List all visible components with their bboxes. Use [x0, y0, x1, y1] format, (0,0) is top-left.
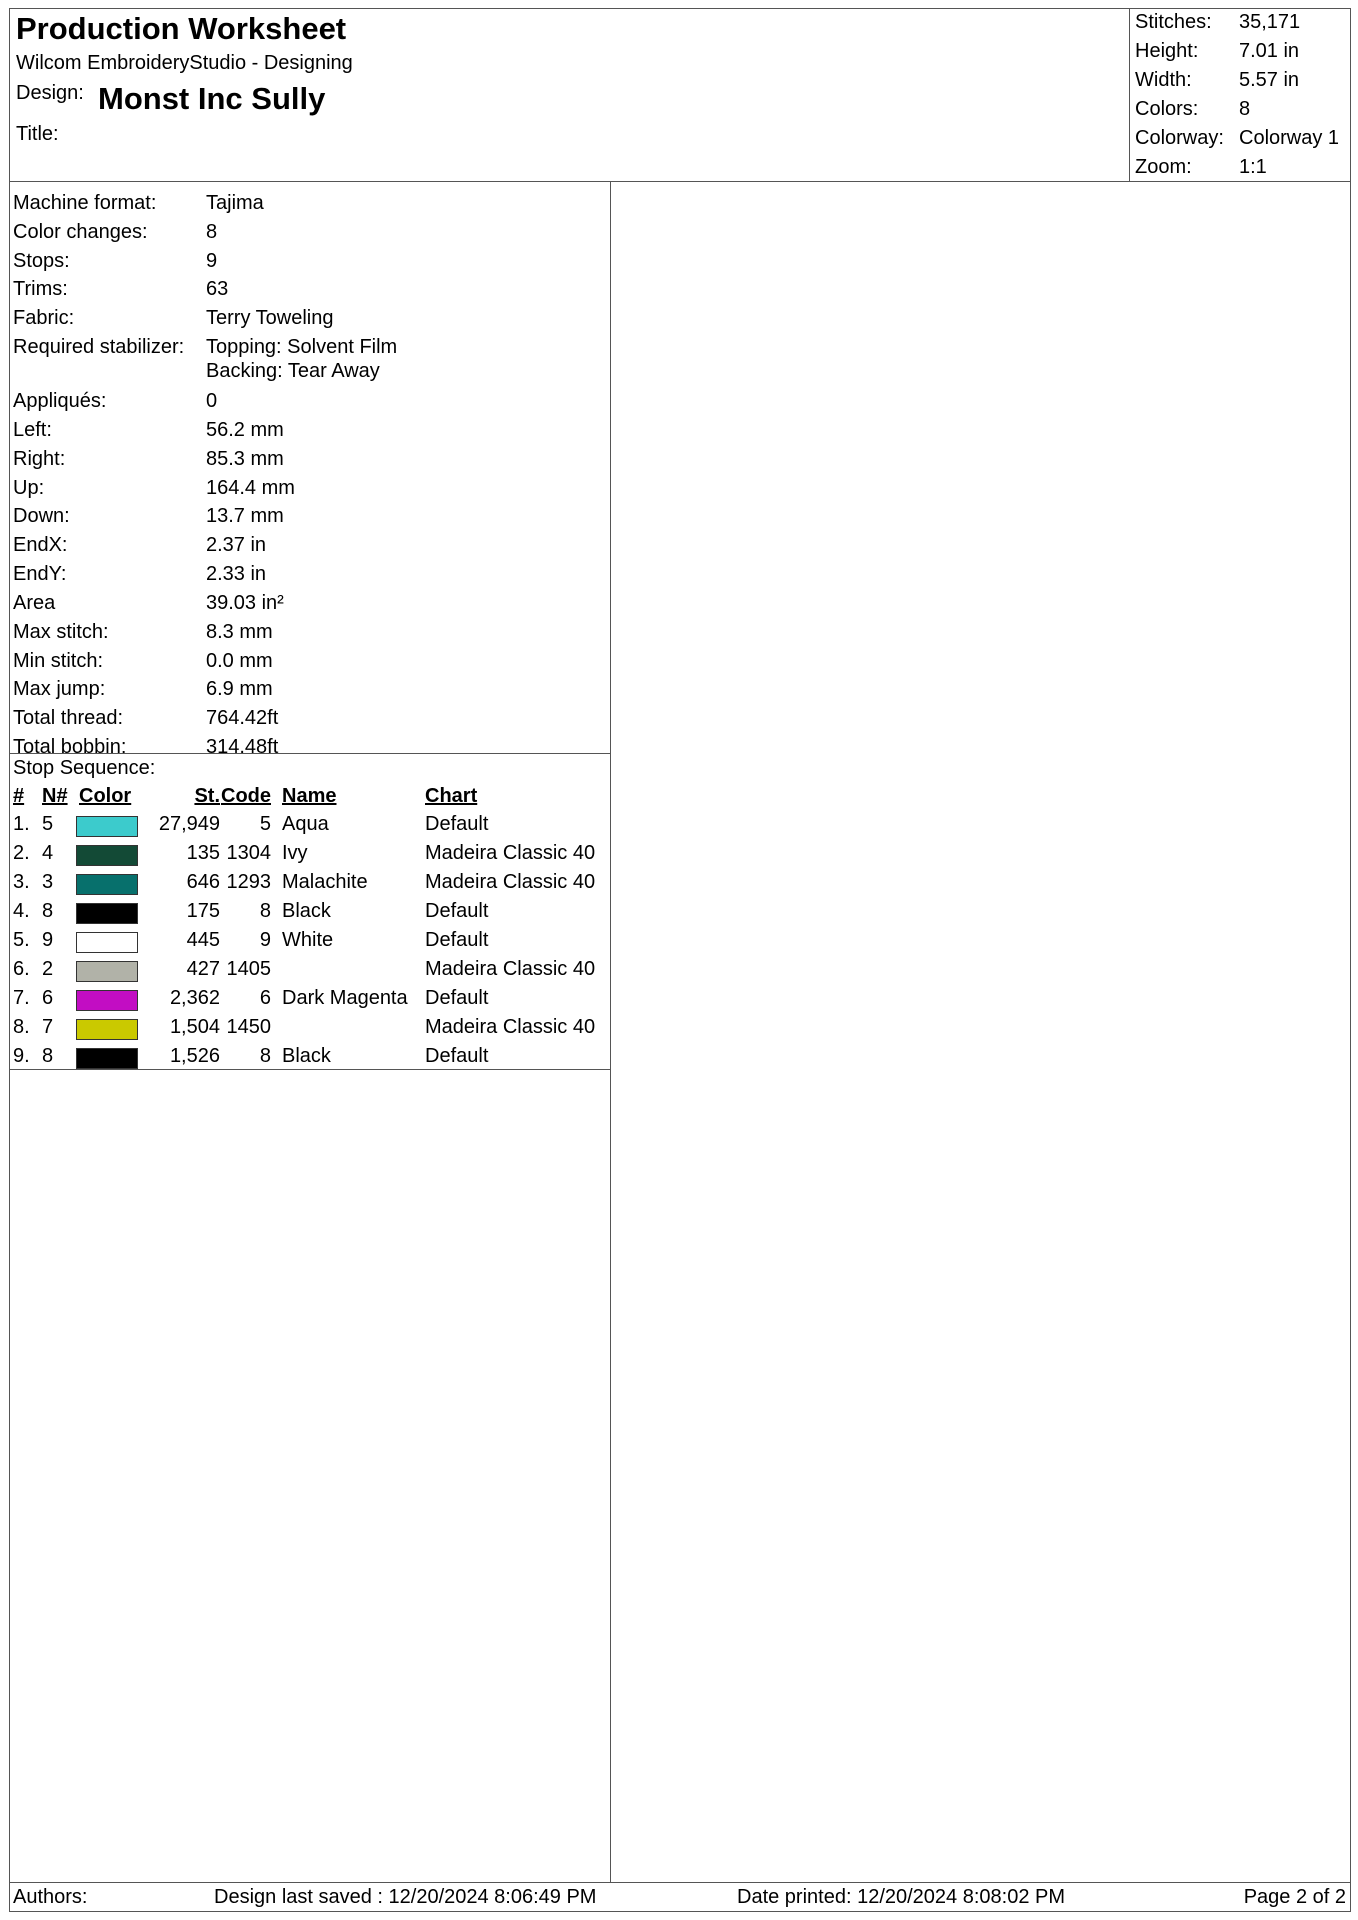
row-index: 8.	[13, 1016, 30, 1038]
info-value: Tajima	[206, 192, 264, 214]
thread-name: Malachite	[282, 871, 368, 893]
application-name: Wilcom EmbroideryStudio - Designing	[16, 52, 353, 74]
info-value: 56.2 mm	[206, 419, 284, 441]
thread-name: Black	[282, 1045, 331, 1067]
column-header-chart: Chart	[425, 785, 478, 807]
details-column	[10, 182, 611, 1882]
info-label: Min stitch:	[13, 650, 104, 672]
stat-value: 35,171	[1239, 11, 1301, 33]
info-label: Fabric:	[13, 307, 75, 329]
table-row	[10, 813, 610, 842]
column-header-color: Color	[79, 785, 132, 807]
color-swatch	[76, 990, 138, 1011]
info-value: 39.03 in²	[206, 592, 284, 614]
info-value: Topping: Solvent Film	[206, 336, 398, 358]
info-value: 8.3 mm	[206, 621, 273, 643]
column-header-name: Name	[282, 785, 337, 807]
thread-chart: Madeira Classic 40	[425, 1016, 596, 1038]
thread-chart: Madeira Classic 40	[425, 842, 596, 864]
thread-name: Black	[282, 900, 331, 922]
stat-label: Colors:	[1135, 98, 1199, 120]
row-index: 5.	[13, 929, 30, 951]
info-value: 63	[206, 278, 229, 300]
thread-chart: Madeira Classic 40	[425, 871, 596, 893]
info-label: EndX:	[13, 534, 68, 556]
info-value: 8	[206, 221, 218, 243]
stat-value: 5.57 in	[1239, 69, 1300, 91]
column-header-code: Code	[221, 785, 271, 807]
thread-code: 5	[259, 813, 271, 835]
worksheet-footer	[10, 1882, 1350, 1911]
needle-number: 7	[42, 1016, 54, 1038]
info-label: Down:	[13, 505, 70, 527]
info-value: 2.37 in	[206, 534, 267, 556]
needle-number: 2	[42, 958, 54, 980]
needle-number: 4	[42, 842, 54, 864]
date-printed-text: Date printed: 12/20/2024 8:08:02 PM	[737, 1886, 1066, 1908]
needle-number: 9	[42, 929, 54, 951]
row-index: 7.	[13, 987, 30, 1009]
thread-chart: Default	[425, 813, 489, 835]
table-row	[10, 842, 610, 871]
title-label: Title:	[16, 123, 59, 145]
stitch-count: 175	[186, 900, 220, 922]
color-swatch	[76, 816, 138, 837]
info-label: Up:	[13, 477, 45, 499]
thread-name: Ivy	[282, 842, 308, 864]
stat-value: 1:1	[1239, 156, 1267, 178]
info-label: Machine format:	[13, 192, 157, 214]
info-label: Max stitch:	[13, 621, 109, 643]
row-index: 4.	[13, 900, 30, 922]
table-row	[10, 871, 610, 900]
table-row	[10, 1016, 610, 1045]
thread-code: 1293	[226, 871, 271, 893]
stitch-count: 27,949	[158, 813, 220, 835]
thread-name: Dark Magenta	[282, 987, 408, 1009]
color-swatch	[76, 874, 138, 895]
info-label: Appliqués:	[13, 390, 107, 412]
thread-chart: Default	[425, 900, 489, 922]
table-row	[10, 900, 610, 929]
info-label: Color changes:	[13, 221, 148, 243]
info-value: 13.7 mm	[206, 505, 284, 527]
color-swatch	[76, 903, 138, 924]
thread-code: 6	[259, 987, 271, 1009]
thread-chart: Default	[425, 987, 489, 1009]
page-title: Production Worksheet	[16, 11, 347, 46]
info-label: Area	[13, 592, 56, 614]
stat-value: Colorway 1	[1239, 127, 1340, 149]
stitch-count: 445	[186, 929, 220, 951]
thread-name: White	[282, 929, 334, 951]
needle-number: 5	[42, 813, 54, 835]
color-swatch	[76, 845, 138, 866]
row-index: 3.	[13, 871, 30, 893]
thread-code: 1304	[226, 842, 271, 864]
thread-chart: Default	[425, 929, 489, 951]
thread-code: 1450	[226, 1016, 271, 1038]
column-header-stitches: St.	[194, 785, 220, 807]
info-value: Backing: Tear Away	[206, 360, 380, 382]
stitch-count: 1,526	[169, 1045, 220, 1067]
stop-sequence-label: Stop Sequence:	[13, 757, 156, 779]
info-value: 164.4 mm	[206, 477, 295, 499]
info-label: EndY:	[13, 563, 67, 585]
needle-number: 3	[42, 871, 54, 893]
stat-value: 7.01 in	[1239, 40, 1300, 62]
design-name: Monst Inc Sully	[98, 81, 326, 116]
stitch-count: 135	[186, 842, 220, 864]
table-row	[10, 958, 610, 987]
design-label: Design:	[16, 82, 84, 104]
stat-label: Zoom:	[1135, 156, 1192, 178]
section-divider	[10, 1069, 610, 1070]
stat-label: Stitches:	[1135, 11, 1212, 33]
info-label: Total thread:	[13, 707, 124, 729]
section-divider	[10, 753, 610, 754]
needle-number: 8	[42, 900, 54, 922]
stat-value: 8	[1239, 98, 1251, 120]
stat-label: Height:	[1135, 40, 1199, 62]
row-index: 9.	[13, 1045, 30, 1067]
worksheet-page	[9, 8, 1351, 1912]
info-label: Trims:	[13, 278, 68, 300]
column-header-needle: N#	[42, 785, 68, 807]
info-value: 9	[206, 250, 218, 272]
thread-code: 8	[259, 1045, 271, 1067]
color-swatch	[76, 1019, 138, 1040]
info-value: 764.42ft	[206, 707, 279, 729]
page-number: Page 2 of 2	[1243, 1886, 1346, 1908]
last-saved-text: Design last saved : 12/20/2024 8:06:49 PM	[214, 1886, 597, 1908]
info-label: Required stabilizer:	[13, 336, 185, 358]
thread-code: 1405	[226, 958, 271, 980]
table-row	[10, 987, 610, 1016]
info-label: Max jump:	[13, 678, 106, 700]
info-value: 314.48ft	[206, 736, 279, 758]
info-value: 0	[206, 390, 218, 412]
authors-label: Authors:	[13, 1886, 88, 1908]
column-header-number: #	[13, 785, 25, 807]
stitch-count: 427	[186, 958, 220, 980]
thread-chart: Madeira Classic 40	[425, 958, 596, 980]
color-swatch	[76, 1048, 138, 1069]
info-label: Right:	[13, 448, 66, 470]
info-value: 0.0 mm	[206, 650, 273, 672]
thread-chart: Default	[425, 1045, 489, 1067]
row-index: 1.	[13, 813, 30, 835]
info-label: Left:	[13, 419, 52, 441]
stitch-count: 646	[186, 871, 220, 893]
info-value: 2.33 in	[206, 563, 267, 585]
thread-code: 8	[259, 900, 271, 922]
worksheet-header	[10, 9, 1350, 182]
color-swatch	[76, 961, 138, 982]
design-stats-panel	[1129, 9, 1350, 181]
thread-name: Aqua	[282, 813, 329, 835]
needle-number: 6	[42, 987, 54, 1009]
row-index: 6.	[13, 958, 30, 980]
stitch-count: 2,362	[169, 987, 220, 1009]
row-index: 2.	[13, 842, 30, 864]
color-swatch	[76, 932, 138, 953]
table-row	[10, 929, 610, 958]
info-value: 85.3 mm	[206, 448, 284, 470]
stitch-count: 1,504	[169, 1016, 220, 1038]
info-value: 6.9 mm	[206, 678, 273, 700]
info-value: Terry Toweling	[206, 307, 334, 329]
stat-label: Width:	[1135, 69, 1192, 91]
needle-number: 8	[42, 1045, 54, 1067]
info-label: Stops:	[13, 250, 70, 272]
thread-code: 9	[259, 929, 271, 951]
info-label: Total bobbin:	[13, 736, 127, 758]
stat-label: Colorway:	[1135, 127, 1224, 149]
